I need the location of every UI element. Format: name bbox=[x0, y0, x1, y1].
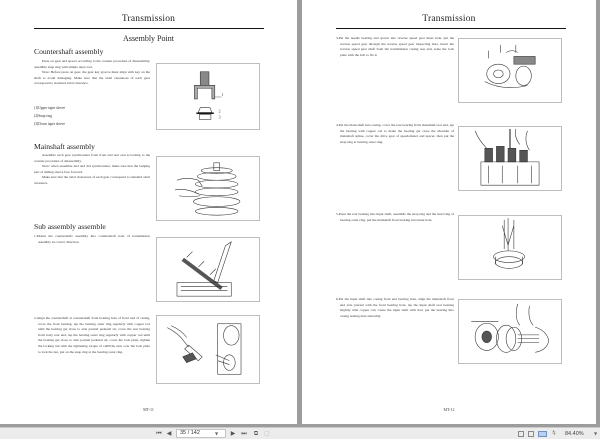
step: 1.Mount the countershaft assembly into countershaft hole of transmission assembly in correct direction. bbox=[34, 234, 150, 244]
svg-text:1: 1 bbox=[221, 93, 224, 98]
mainshaft-text bbox=[34, 153, 150, 187]
two-page-view-icon[interactable] bbox=[538, 431, 547, 437]
step: 5.Press the rear bearing into input shaft, assemble the snap ring and the steel ring of bearing outer ring, put the mainshaft front bearing into inner hole. bbox=[336, 212, 454, 222]
header-rule bbox=[34, 28, 264, 29]
page-header: Transmission bbox=[121, 14, 176, 24]
section-heading-countershaft: Countershaft assembly bbox=[34, 47, 104, 56]
header-rule bbox=[336, 28, 566, 29]
figure-main-shaft-casing bbox=[458, 126, 562, 191]
step-2-text bbox=[34, 316, 150, 355]
list-item: (2)Snap ring bbox=[34, 114, 53, 118]
step: 4.Put the main shaft into casing, cover the rear bearing from mainshaft rear end, tap the bearing with copper rod to make the bearing get close the shoulder of mainshaft spline, cover the drive gear of speedometer and spacer, then put the snap ring at bearing outer ring. bbox=[336, 123, 454, 144]
step-3-text bbox=[336, 36, 454, 58]
zoom-level[interactable]: 84.40% bbox=[565, 431, 584, 437]
step: 6.Put the input shaft into casing front end bearing hole, align the mainshaft front end axle journal with the front bearing hole, tap the input shaft rear bearing slightly with copper rod, rotate the input shaft with had, put the bearing into casing seating hole smoothly. bbox=[336, 297, 454, 318]
page-mt-12 bbox=[302, 0, 596, 424]
step-1-text bbox=[34, 234, 150, 245]
list-item: (3)Down taper sleeve bbox=[34, 122, 65, 126]
step: 3.Put the needle bearing and spacer into reverse speed gear inner hole, put the reverse speed gear through the reverse speed gear inspecting hole, insert the reverse speed gear shaft from the transmission casing rear end, seize the lock plate with the bolt to fix it. bbox=[336, 36, 454, 57]
step-6-text bbox=[336, 297, 454, 319]
figure-taper-sleeve bbox=[156, 63, 260, 130]
zoom-dropdown-chevron-icon[interactable]: ▼ bbox=[594, 431, 598, 436]
next-page-button[interactable]: ▶ bbox=[230, 430, 236, 437]
previous-page-button[interactable]: ◀ bbox=[166, 430, 172, 437]
paste-page-icon[interactable]: ▢ bbox=[264, 430, 270, 437]
paragraph: Make sure that the axial clearances of each gear correspond to standard axial clearance. bbox=[34, 175, 150, 185]
two-page-continuous-view-icon[interactable]: ⫩ bbox=[552, 430, 556, 437]
copy-page-icon[interactable]: ⧉ bbox=[253, 430, 259, 437]
page-dropdown-chevron-icon[interactable]: ▼ bbox=[215, 431, 219, 436]
page-header: Transmission bbox=[422, 14, 476, 24]
svg-text:2: 2 bbox=[218, 109, 221, 114]
figure-countershaft-mount bbox=[156, 237, 260, 302]
step-4-text bbox=[336, 123, 454, 145]
step-5-text bbox=[336, 212, 454, 223]
page-number: MT-11 bbox=[143, 407, 154, 412]
figure-reverse-gear bbox=[458, 38, 562, 103]
paragraph: Note: Before press on gear, the gear key groove must align with key on the shaft to avoid damaging. Make sure that the axial clearances of each gear correspond to standard axial clearance. bbox=[34, 70, 150, 86]
svg-text:3: 3 bbox=[218, 115, 221, 120]
section-heading-mainshaft: Mainshaft assembly bbox=[34, 142, 95, 151]
single-page-view-icon[interactable] bbox=[518, 431, 524, 437]
page-mt-11 bbox=[0, 0, 297, 424]
paragraph: Press on gear and spacer according to the counter procedure of disassembly, assemble snap ring with simple taper tool. bbox=[34, 59, 150, 69]
figure-front-bearing bbox=[156, 315, 260, 384]
first-page-button[interactable]: ⏮ bbox=[156, 430, 162, 437]
paragraph: Assemble each gear synchronizer from front and rear end according to the counter procedure of disassembly. bbox=[34, 153, 150, 163]
viewer-toolbar bbox=[0, 427, 600, 439]
countershaft-text bbox=[34, 59, 150, 87]
figure-input-shaft-casing bbox=[458, 299, 562, 364]
continuous-view-icon[interactable] bbox=[528, 431, 534, 437]
figure-mainshaft-synchronizer bbox=[156, 156, 260, 221]
page-title: Assembly Point bbox=[123, 34, 174, 43]
page-number: MT-12 bbox=[443, 407, 455, 412]
step: 2.Align the countershaft at countershaft front bearing hole of front end of casing, cover the front bearing, tap the bearing outer ring regularly with copper rod until the bearing get close to axle journal pedestal sit, cover the rear bearing from body rear end, tap the bearing outer ring regularly with copper rod until the bearing get close to axle journal pedestal sit, cover the lock plate, tighten the locking nut with the tightening torque of 140N/m, turn over the lock plate to lock the nut, put on the snap ring at the bearing outer ring. bbox=[34, 316, 150, 354]
page-number-input[interactable]: 35 / 142 bbox=[176, 429, 226, 438]
last-page-button[interactable]: ⏭ bbox=[241, 430, 247, 437]
section-heading-sub-assembly: Sub assembly assemble bbox=[34, 222, 106, 231]
list-item: (1)Upper taper sleeve bbox=[34, 106, 66, 110]
paragraph: Note: when assemble 2nd and 3rd synchronizer, make sure that the bulging part of sliding sleeve face forward. bbox=[34, 164, 150, 174]
figure-input-shaft-bearing bbox=[458, 215, 562, 280]
